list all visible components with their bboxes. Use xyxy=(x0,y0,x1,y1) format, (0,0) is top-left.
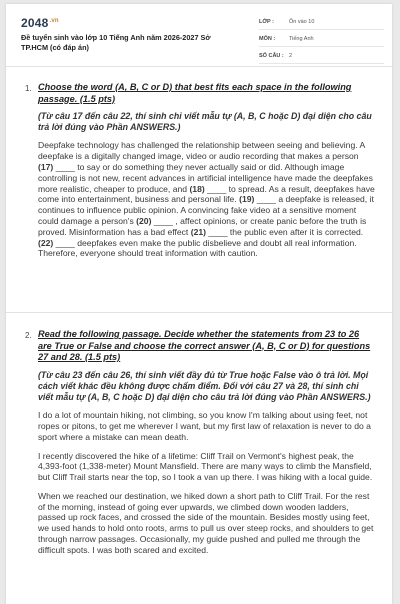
passage-text: ____ deepfakes even make the public disbelieve and doubt all real information. Therefore, everyone should treat information with caution. xyxy=(38,237,357,259)
meta-key: LỚP : xyxy=(259,19,274,25)
section-instruction: (Từ câu 17 đến câu 22, thí sinh chỉ viết mẫu tự (A, B, C hoặc D) đại diện cho câu trả lời đúng vào Phần ANSWERS.) xyxy=(38,111,372,133)
meta-value: 2 xyxy=(289,53,293,59)
meta-value: Ôn vào 10 xyxy=(289,19,315,25)
logo-main: 2048 xyxy=(21,16,49,30)
meta-table xyxy=(259,15,384,66)
meta-value: Tiếng Anh xyxy=(289,36,314,42)
passage-paragraph: I do a lot of mountain hiking, not climbing, so you know I'm talking about using feet, not ropes or pitons, to get me wherever I want, but my first law of relaxation is never to do a sport where a mistake can mean death. xyxy=(38,410,371,442)
document-page xyxy=(6,4,392,604)
passage-text: Deepfake technology has challenged the relationship between seeing and believing. A deepfake is a digitally changed image, video or audio recording that makes a person xyxy=(38,140,365,162)
question-section-2 xyxy=(25,329,375,564)
meta-key: MÔN : xyxy=(259,36,276,42)
reading-passage xyxy=(38,140,375,259)
blank-20: (20) xyxy=(136,215,152,226)
passage-paragraph xyxy=(38,140,375,259)
section-number: 1. xyxy=(25,84,32,93)
blank-19: (19) xyxy=(239,194,255,205)
meta-row-question-count xyxy=(259,49,384,64)
section-number: 2. xyxy=(25,331,32,340)
passage-paragraph: When we reached our destination, we hiked down a short path to Cliff Trail. For the rest of the morning, instead of going ever upwards, we climbed down wooden ladders, passed up rock faces, and crossed the side of the mountain. Besides mostly using feet, we used hands to hold onto roots, arms to pull us over steep rocks, and shoulders to get through narrow passages. Occasionally, my guide pushed and pulled me through the difficult spots. I was both scared and excited. xyxy=(38,490,374,555)
blank-18: (18) xyxy=(189,183,205,194)
section-title: Read the following passage. Decide whether the statements from 23 to 26 are True or False and choose the correct answer (A, B, C or D) for questions 27 and 28. (1.5 pts) xyxy=(38,329,371,362)
passage-text: ____ , affect opinions, or create panic before the truth is proved. Misinformation has a bad effect xyxy=(38,215,367,237)
meta-row-subject xyxy=(259,32,384,47)
passage-text: ____ the public even after it is corrected. xyxy=(206,226,364,237)
section-instruction: (Từ câu 23 đến câu 26, thí sinh viết đầy đủ từ True hoặc False vào ô trả lời. Mọi cách viết khác đều không được chấm điểm. Đối với câu 27 và 28, thí sinh chỉ viết mẫu tự (A, B, C hoặc D) đại diện cho câu trả lời đúng vào Phần ANSWERS.) xyxy=(38,369,371,402)
section-title: Choose the word (A, B, C or D) that best fits each space in the following passage. (1.5 pts) xyxy=(38,82,352,104)
section-divider xyxy=(6,312,392,313)
question-section-1 xyxy=(25,82,375,267)
site-logo[interactable] xyxy=(21,16,59,30)
blank-21: (21) xyxy=(190,226,206,237)
passage-text: ____ a deepfake is released, it continues to influence public opinion. A convincing fake video at a sensitive moment could damage a person's xyxy=(38,194,374,226)
document-header xyxy=(6,4,392,67)
reading-passage xyxy=(38,410,375,556)
blank-17: (17) xyxy=(38,162,54,172)
passage-text: ____ to say or do something they never actually said or did. Although image controlling is not new, recent advances in artificial intelligence have made the deepfakes more realistic, cheaper to produce, and xyxy=(38,162,373,194)
passage-paragraph: I recently discovered the hike of a lifetime: Cliff Trail on Vermont's highest peak, the 4,393-foot (1,338-meter) Mount Mansfield. There are many ways to climb the Mansfield, but Cliff Trail starts near the top, so I took a van up there. I was hiking with a local guide. xyxy=(38,450,373,483)
document-title: Đề tuyển sinh vào lớp 10 Tiếng Anh năm 2026-2027 Sở TP.HCM (có đáp án) xyxy=(21,33,211,52)
meta-key: SỐ CÂU : xyxy=(259,53,284,59)
logo-suffix: .vn xyxy=(49,18,59,24)
passage-text: ____ to spread. As a result, deepfakes have come into entertainment, business and personal life. xyxy=(38,183,375,205)
meta-row-class xyxy=(259,15,384,30)
blank-22: (22) xyxy=(38,237,54,248)
